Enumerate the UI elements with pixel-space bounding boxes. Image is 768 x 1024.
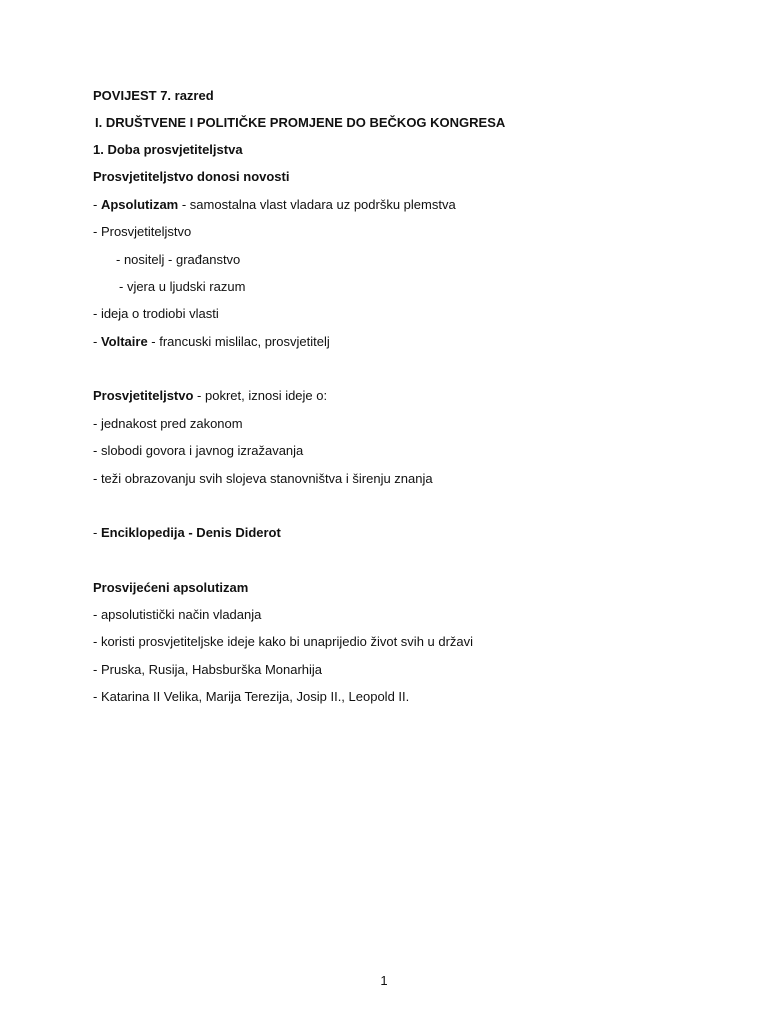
term-voltaire: Voltaire — [100, 334, 148, 349]
list-item-uses-ideas: - koristi prosvjetiteljske ideje kako bi unaprijedio život svih u državi — [93, 634, 474, 649]
list-item-absolutist-rule: - apsolutistički način vladanja — [93, 607, 262, 622]
term-enlightenment: Prosvjetiteljstvo — [93, 388, 194, 403]
list-item-absolutism — [93, 197, 456, 213]
list-item-separation-of-powers: - ideja o trodiobi vlasti — [93, 306, 219, 321]
term-absolutism: Apsolutizam — [100, 197, 179, 212]
term-encyclopedia: Enciklopedija - Denis Diderot — [100, 525, 281, 540]
list-item-enlightenment: - Prosvjetiteljstvo — [93, 224, 192, 239]
sub-item-carrier: - nositelj - građanstvo — [116, 252, 241, 267]
definition-absolutism: - samostalna vlast vladara uz podršku plemstva — [178, 197, 456, 212]
enlightened-absolutism-title: Prosvijećeni apsolutizam — [93, 580, 249, 595]
list-item-prefix: - — [93, 197, 101, 212]
page-number: 1 — [380, 973, 388, 988]
enlightenment-definition — [93, 388, 327, 404]
list-item-rulers: - Katarina II Velika, Marija Terezija, Josip II., Leopold II. — [93, 689, 410, 704]
definition-enlightenment: - pokret, iznosi ideje o: — [193, 388, 328, 403]
document-header: POVIJEST 7. razred — [93, 88, 214, 103]
subsection-title: Prosvjetiteljstvo donosi novosti — [93, 169, 290, 184]
chapter-title: I. DRUŠTVENE I POLITIČKE PROMJENE DO BEČKOG KONGRESA — [95, 115, 506, 130]
list-item-prefix: - — [93, 334, 101, 349]
list-item-states: - Pruska, Rusija, Habsburška Monarhija — [93, 662, 323, 677]
definition-voltaire: - francuski mislilac, prosvjetitelj — [147, 334, 330, 349]
list-item-prefix: - — [93, 525, 101, 540]
sub-item-reason: - vjera u ljudski razum — [119, 279, 246, 294]
section-title: 1. Doba prosvjetiteljstva — [93, 142, 243, 157]
list-item-encyclopedia — [93, 525, 281, 541]
list-item-voltaire — [93, 334, 330, 350]
list-item-free-speech: - slobodi govora i javnog izražavanja — [93, 443, 304, 458]
list-item-education: - teži obrazovanju svih slojeva stanovništva i širenju znanja — [93, 471, 433, 486]
list-item-equality: - jednakost pred zakonom — [93, 416, 243, 431]
